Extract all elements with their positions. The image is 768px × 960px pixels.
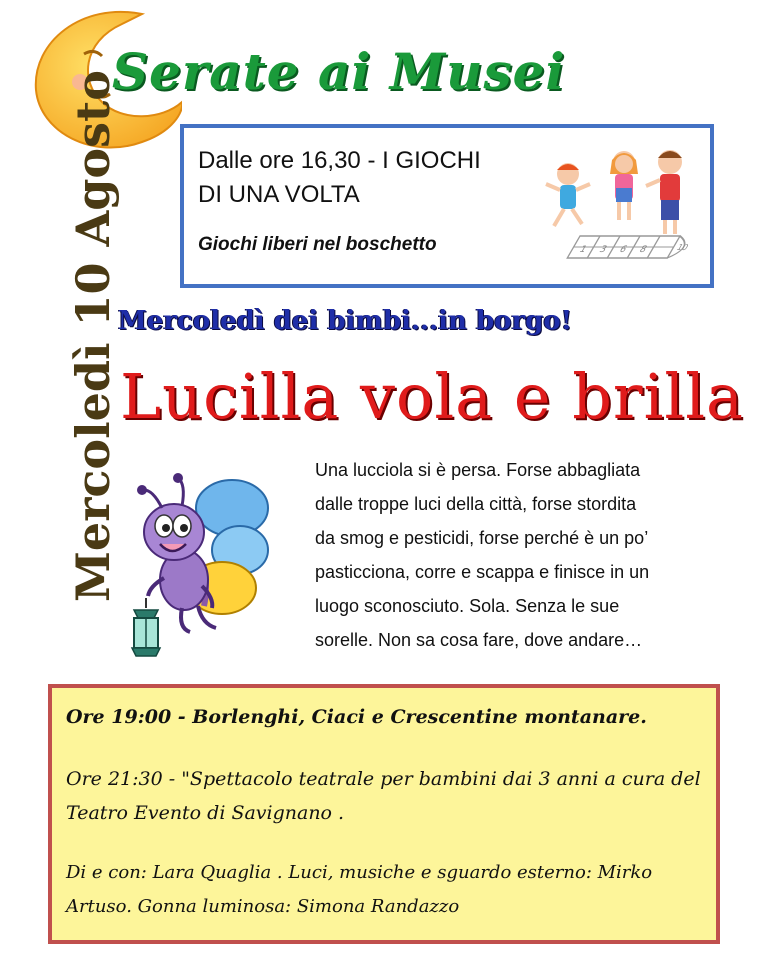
story-text: Una lucciola si è persa. Forse abbagliata dalle troppe luci della città, forse stordita da smog e pesticidi, forse perché è un po’ pasticciona, corre e scappa e finisce in un luogo sconosciuto. Sola. Senza le sue sorelle. Non sa cosa fare, dove andare… [315,460,650,650]
event-date: Mercoledì 10 Agosto [66,70,120,602]
hopscotch-icon [567,236,694,258]
child-1 [546,163,590,226]
hop-1: 1 [577,244,589,255]
games-time-text: Dalle ore 16,30 - I GIOCHI DI UNA VOLTA [198,147,481,208]
program-credits: Di e con: Lara Quaglia . Luci, musiche e sguardo esterno: Mirko Artuso. Gonna luminosa: Simona Randazzo [66,862,653,917]
hop-6: 6 [617,244,629,255]
children-playing-icon [540,140,710,280]
program-box [48,684,720,944]
firefly-icon [112,468,272,664]
hop-8: 8 [637,244,649,255]
lantern-icon [132,598,160,656]
child-3 [646,150,682,234]
hop-3: 3 [597,244,609,255]
afternoon-games-box [180,124,714,288]
program-dinner: Ore 19:00 - Borlenghi, Ciaci e Crescentine montanare. [66,706,647,728]
hop-10: 10 [674,243,690,253]
show-title: Lucilla vola e brilla [120,360,745,433]
child-2 [610,151,638,220]
games-location-text: Giochi liberi nel boschetto [198,234,437,255]
subtitle: Mercoledì dei bimbi...in borgo! [118,306,573,336]
program-show: Ore 21:30 - "Spettacolo teatrale per bambini dai 3 anni a cura del Teatro Evento di Savignano . [66,768,701,824]
page-title: Serate ai Musei [112,42,566,101]
